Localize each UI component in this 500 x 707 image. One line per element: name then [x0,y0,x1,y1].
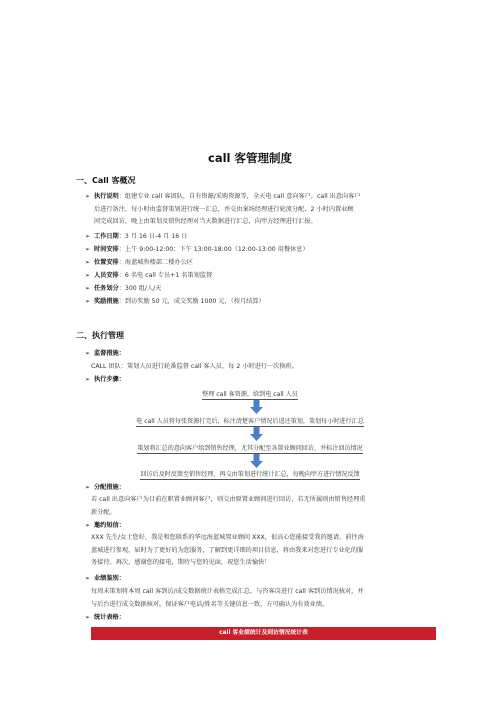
down-arrow-icon [250,454,263,468]
bullet-invite [85,520,439,533]
arrow-bullet-icon: ➢ [85,522,91,529]
place-label: 位置安排 [94,259,119,266]
steps-label: 执行步骤： [94,376,125,383]
bullet-place [85,257,439,270]
flow-step-1-text: 整理 call 客资源，给到电 call 人员 [202,391,298,398]
assign-text-2: 新分配。 [91,508,116,516]
arrow-bullet-icon: ➢ [85,575,91,582]
arrow-bullet-icon: ➢ [85,246,91,253]
bullet-assign [85,482,439,495]
flow-step-4 [0,469,500,480]
reward-value: ：到访奖励 50 元，成交奖励 1000 元，（按月结算） [118,298,265,305]
perf-text-1: 每周末策划将本周 call 客到访/成交数据统计表格完成汇总，与咨客岗进行 call 客到访情况核对，并 [91,588,364,595]
exec-text-3: 问完成回访，晚上由策划及销售经理对当天数据进行汇总，向甲方经理进行汇报。 [94,218,317,226]
invite-text [91,532,436,570]
invite-label: 邀约短信： [94,522,125,529]
task-label: 任务划分 [94,285,119,292]
exec-label: 执行说明 [94,193,119,200]
arrow-bullet-icon: ➢ [85,233,91,240]
perf-text-2: 与后台进行成交数据核对，保证客户电话/姓名等关键信息一致，方可确认为有效业绩。 [91,600,329,608]
table-title-bar: call 客业绩统计及到访情况统计表 [91,627,436,640]
bullet-supervise [85,348,439,361]
time-label: 时间安排 [94,246,119,253]
bullet-work-date [85,231,439,244]
staff-value: ：6 名电 call 专员+1 名策划监督 [118,272,213,279]
arrow-bullet-icon: ➢ [85,484,91,491]
invite-text-3: 务接待。再次，感谢您的接电，期待与您的见面，祝您生活愉快！ [91,559,271,567]
supervise-text: CALL 团队：策划人员进行轮番监督 call 客人员，每 2 小时进行一次换班。 [91,363,298,370]
arrow-bullet-icon: ➢ [85,298,91,305]
reward-label: 奖励措施 [94,298,119,305]
arrow-bullet-icon: ➢ [85,193,91,200]
bullet-time [85,244,439,257]
page-title: call 客管理制度 [208,151,292,165]
bullet-task [85,283,439,296]
down-arrow-icon [250,427,263,441]
bullet-perf [85,573,439,586]
section-heading-execution: 二、执行管理 [76,331,124,340]
table-label: 统计表格： [94,614,125,621]
bullet-exec [85,191,439,229]
exec-text-2: 后进行备注，每小时由监督策划进行统一汇总，并交由案场经理进行轮流分配，2 小时内置业顾 [94,205,354,213]
invite-text-1: XXX 先生/女士您好，我是和您联系的华远海蓝城置业顾问 XXX，很高心您能接受我的邀请，前往海 [91,534,364,541]
bullet-steps [85,374,439,387]
down-arrow-icon [250,400,263,414]
time-value: ：上午 9:00-12:00；下午 13:00-18:00（12:00-13:00 用餐休息） [118,246,309,253]
staff-label: 人员安排 [94,272,119,279]
perf-label: 业绩鉴别： [94,575,125,582]
flow-step-2 [0,416,500,427]
arrow-bullet-icon: ➢ [85,350,91,357]
arrow-bullet-icon: ➢ [85,272,91,279]
arrow-bullet-icon: ➢ [85,614,91,621]
supervise-label: 监督措施： [94,350,125,357]
arrow-bullet-icon: ➢ [85,376,91,383]
work-date-label: 工作日期 [94,233,119,240]
bullet-table [85,612,439,625]
section-heading-overview: 一、Call 客概况 [76,176,136,185]
exec-text-1: ：组建专业 call 客团队，自有资源/采购资源等，全天电 call 意向客户，call 出意向客户 [118,193,361,200]
invite-text-2: 蓝城进行参观，届时为了更好的为您服务，了解到更详细的项目信息，将由我来对您进行专业化的服 [91,546,364,554]
assign-text-1: 若 call 出意向客户为目前在职置业顾问客户，则交由原置业顾问进行回访，若无所属则由销售经理重 [91,496,366,503]
bullet-reward [85,296,439,309]
flow-step-3-text: 策划将汇总的意向客户给到销售经理，尤其分配至各置业顾问回访，并标注回访情况 [137,445,363,452]
bullet-staff [85,270,439,283]
task-value: ：300 组/人/天 [118,285,162,292]
assign-text [91,494,436,519]
assign-label: 分配措施： [94,484,125,491]
flow-step-3 [0,443,500,454]
arrow-bullet-icon: ➢ [85,259,91,266]
flow-step-1 [0,389,500,400]
perf-text [91,586,436,611]
flow-step-4-text: 回访后及时反馈至销售经理，再交由策划进行统计汇总，每晚向甲方进行情况反馈 [140,471,360,478]
work-date-value: ：3 月 16 日-4 月 16 日 [118,233,188,240]
arrow-bullet-icon: ➢ [85,285,91,292]
place-value: ：海蓝城售楼部二楼办公区 [118,259,193,266]
flow-step-2-text: 电 call 人员将每张资源打完后，标注清楚客户情况后返还策划，策划每小时进行汇总 [136,418,364,425]
